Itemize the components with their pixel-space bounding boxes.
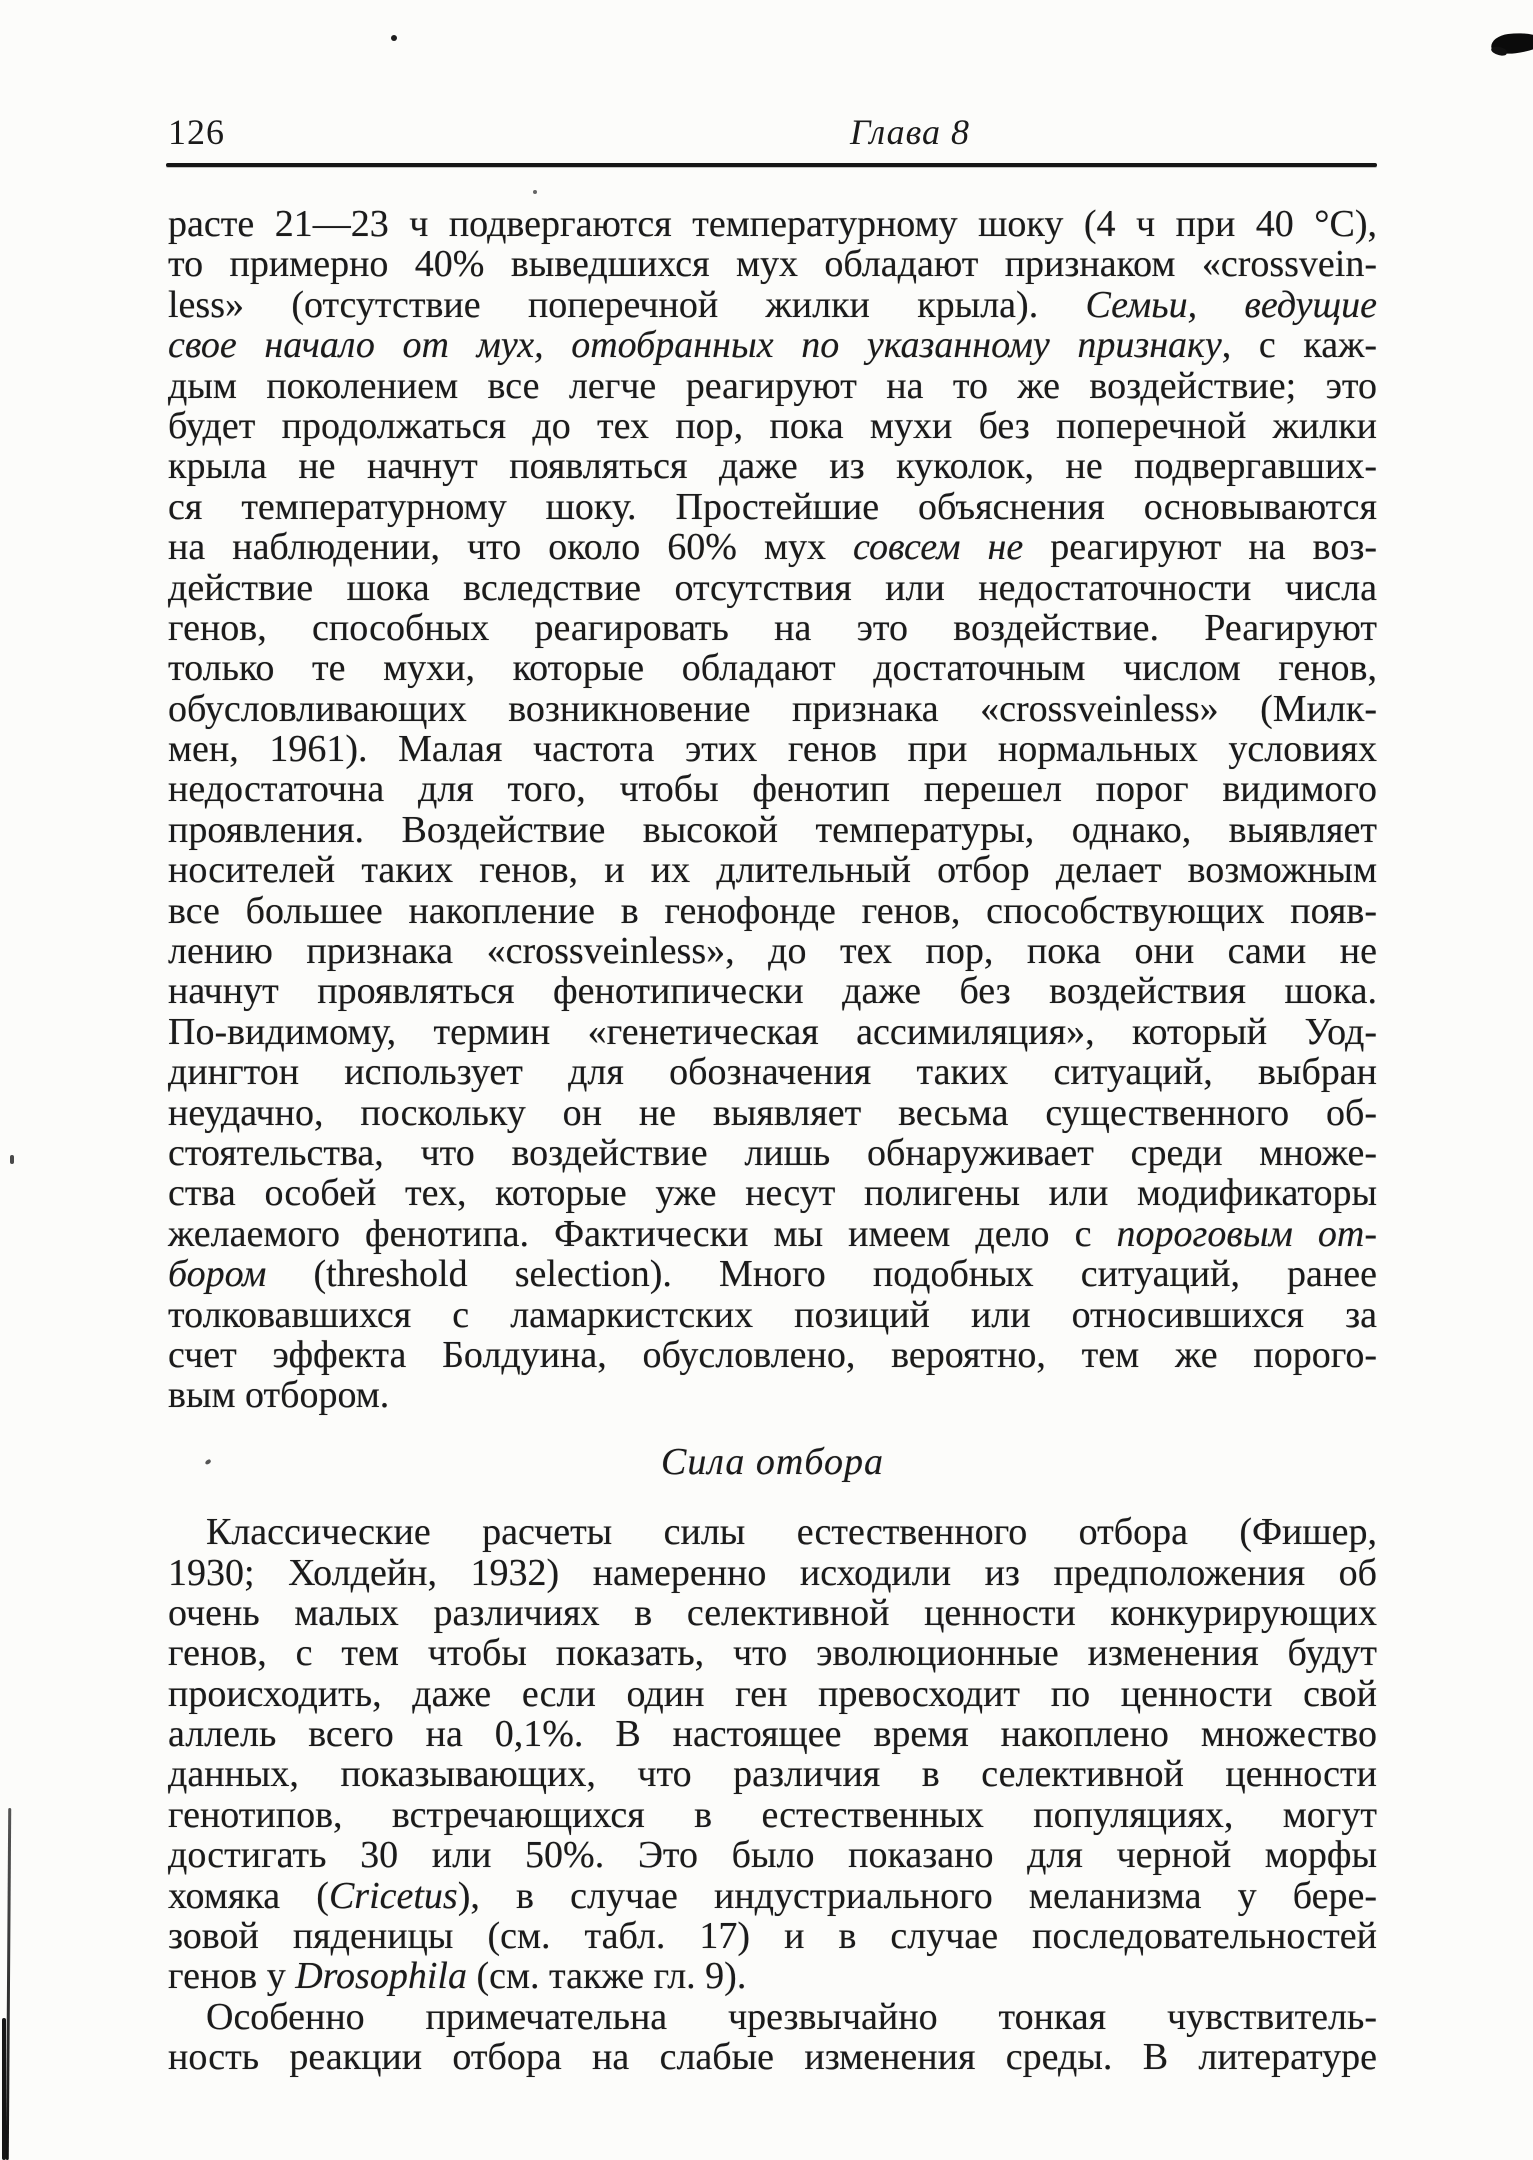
text-run: ность реакции отбора на слабые изменения среды. В литературе [168,2036,1377,2079]
text-line [168,487,1377,527]
text-line [168,568,1377,608]
text-run: очень малых различиях в селективной ценности конкурирующих [168,1591,1377,1634]
page-number: 126 [168,112,225,152]
text-run: происходить, даже если один ген превосходит по ценности свой [168,1672,1377,1715]
text-run: дингтон использует для обозначения таких ситуаций, выбран [168,1051,1377,1094]
text-run: генов, с тем чтобы показать, что эволюционные изменения будут [168,1632,1377,1675]
text-run: реагируют на воз- [1023,526,1377,569]
text-line [168,1375,1377,1415]
text-line [168,1295,1377,1335]
text-run: на наблюдении, что около 60% мух [168,526,854,569]
text-line [168,1214,1377,1254]
text-run: стоятельства, что воздействие лишь обнаруживает среди множе- [168,1131,1377,1174]
text-run: ства особей тех, которые уже несут полигены или модификаторы [168,1172,1377,1215]
italic-run: Семьи, ведущие [1085,283,1377,326]
text-run: По-видимому, термин «генетическая ассимиляция», который Уод- [168,1010,1377,1053]
text-run: less» (отсутствие поперечной жилки крыла). [168,283,1086,326]
text-line [168,1835,1377,1875]
scan-speck [391,35,397,41]
text-line [168,1754,1377,1794]
text-run: проявления. Воздействие высокой температуры, однако, выявляет [168,808,1377,851]
paragraph [168,204,1377,1416]
text-line [168,406,1377,446]
text-line [168,971,1377,1011]
text-run: хомяка ( [168,1874,329,1917]
text-line [168,608,1377,648]
text-run: генотипов, встречающихся в естественных популяциях, могут [168,1793,1377,1836]
scan-artifact-line [6,1808,11,2160]
text-run: то примерно 40% выведшихся мух обладают признаком «crossvein- [168,243,1377,286]
text-run: достигать 30 или 50%. Это было показано для черной морфы [168,1834,1377,1877]
text-run: толковавшихся с ламаркистских позиций или относившихся за [168,1293,1377,1336]
paragraph [168,1512,1377,1997]
italic-run: пороговым от- [1116,1212,1377,1255]
text-run: будет продолжаться до тех пор, пока мухи без поперечной жилки [168,404,1377,447]
text-run: желаемого фенотипа. Фактически мы имеем дело с [168,1212,1117,1255]
text-run: генов у [168,1955,296,1998]
text-run: носителей таких генов, и их длительный отбор делает возможным [168,849,1377,892]
text-line [168,325,1377,365]
text-run: лению признака «crossveinless», до тех пор, пока они сами не [168,930,1377,973]
text-run: аллель всего на 0,1%. В настоящее время накоплено множество [168,1713,1377,1756]
text-run: ся температурному шоку. Простейшие объяснения основываются [168,485,1377,528]
page-text [168,204,1377,2078]
text-line [168,1916,1377,1956]
text-run: 1930; Холдейн, 1932) намеренно исходили из предположения об [168,1551,1377,1594]
text-run: дым поколением все легче реагируют на то же воздействие; это [168,364,1377,407]
text-line [168,729,1377,769]
text-run: Особенно примечательна чрезвычайно тонкая чувствитель- [206,1995,1377,2038]
text-line [168,446,1377,486]
text-line [168,810,1377,850]
text-run: только те мухи, которые обладают достаточным числом генов, [168,647,1377,690]
italic-run: Cricetus [328,1874,458,1917]
text-run: данных, показывающих, что различия в селективной ценности [168,1753,1377,1796]
text-line [168,1052,1377,1092]
header-rule [166,163,1377,167]
text-line [168,1012,1377,1052]
text-run: счет эффекта Болдуина, обусловлено, вероятно, тем же порого- [168,1333,1377,1376]
running-head [168,112,1377,156]
italic-run: свое начало от мух, отобранных по указанному признаку [168,324,1222,367]
paragraph [168,1997,1377,2078]
text-line [168,689,1377,729]
text-line [168,1956,1377,1996]
chapter-title: Глава 8 [849,112,971,152]
text-line [168,1714,1377,1754]
text-line [168,1512,1377,1552]
text-run: крыла не начнут появляться даже из куколок, не подвергавших- [168,445,1377,488]
text-line [168,1633,1377,1673]
italic-run: Drosophila [295,1955,467,1998]
text-line [168,1674,1377,1714]
text-line [168,1254,1377,1294]
text-line [168,527,1377,567]
text-run: действие шока вследствие отсутствия или недостаточности числа [168,566,1377,609]
scan-speck [533,190,537,194]
text-run: генов, способных реагировать на это воздействие. Реагируют [168,606,1377,649]
scan-speck [10,1155,14,1164]
text-line [168,1593,1377,1633]
text-line [168,931,1377,971]
text-run: обусловливающих возникновение признака «crossveinless» (Милк- [168,687,1377,730]
text-run: (threshold selection). Много подобных ситуаций, ранее [266,1253,1377,1296]
italic-run: бором [168,1253,267,1296]
text-line [168,2037,1377,2077]
text-line [168,366,1377,406]
text-run: вым отбором. [168,1374,390,1417]
text-run: , с каж- [1221,324,1378,367]
text-line [168,204,1377,244]
section-heading: Сила отбора [661,1440,884,1483]
text-line [168,285,1377,325]
text-line [168,648,1377,688]
text-line [168,1997,1377,2037]
scan-artifact-line [2,2018,6,2160]
text-line [168,1133,1377,1173]
text-line [168,1335,1377,1375]
text-line [168,1173,1377,1213]
text-run: Классические расчеты силы естественного отбора (Фишер, [206,1511,1377,1554]
text-run: расте 21—23 ч подвергаются температурному шоку (4 ч при 40 °С), [168,203,1377,245]
text-run: неудачно, поскольку он не выявляет весьма существенного об- [168,1091,1377,1134]
text-line [168,1093,1377,1133]
text-line [168,850,1377,890]
text-run: недостаточна для того, чтобы фенотип перешел порог видимого [168,768,1377,811]
text-line [168,244,1377,284]
text-line [168,1795,1377,1835]
text-run: мен, 1961). Малая частота этих генов при нормальных условиях [168,728,1377,771]
text-run: все большее накопление в генофонде генов, способствующих появ- [168,889,1377,932]
italic-run: совсем не [853,526,1024,569]
text-line [168,891,1377,931]
text-run: (см. также гл. 9). [466,1955,747,1998]
text-run: начнут проявляться фенотипически даже без воздействия шока. [168,970,1377,1013]
text-run: ), в случае индустриального меланизма у бере- [457,1874,1377,1917]
text-line [168,1553,1377,1593]
text-line [168,1876,1377,1916]
text-line [168,769,1377,809]
text-run: зовой пяденицы (см. табл. 17) и в случае последовательностей [168,1915,1377,1958]
